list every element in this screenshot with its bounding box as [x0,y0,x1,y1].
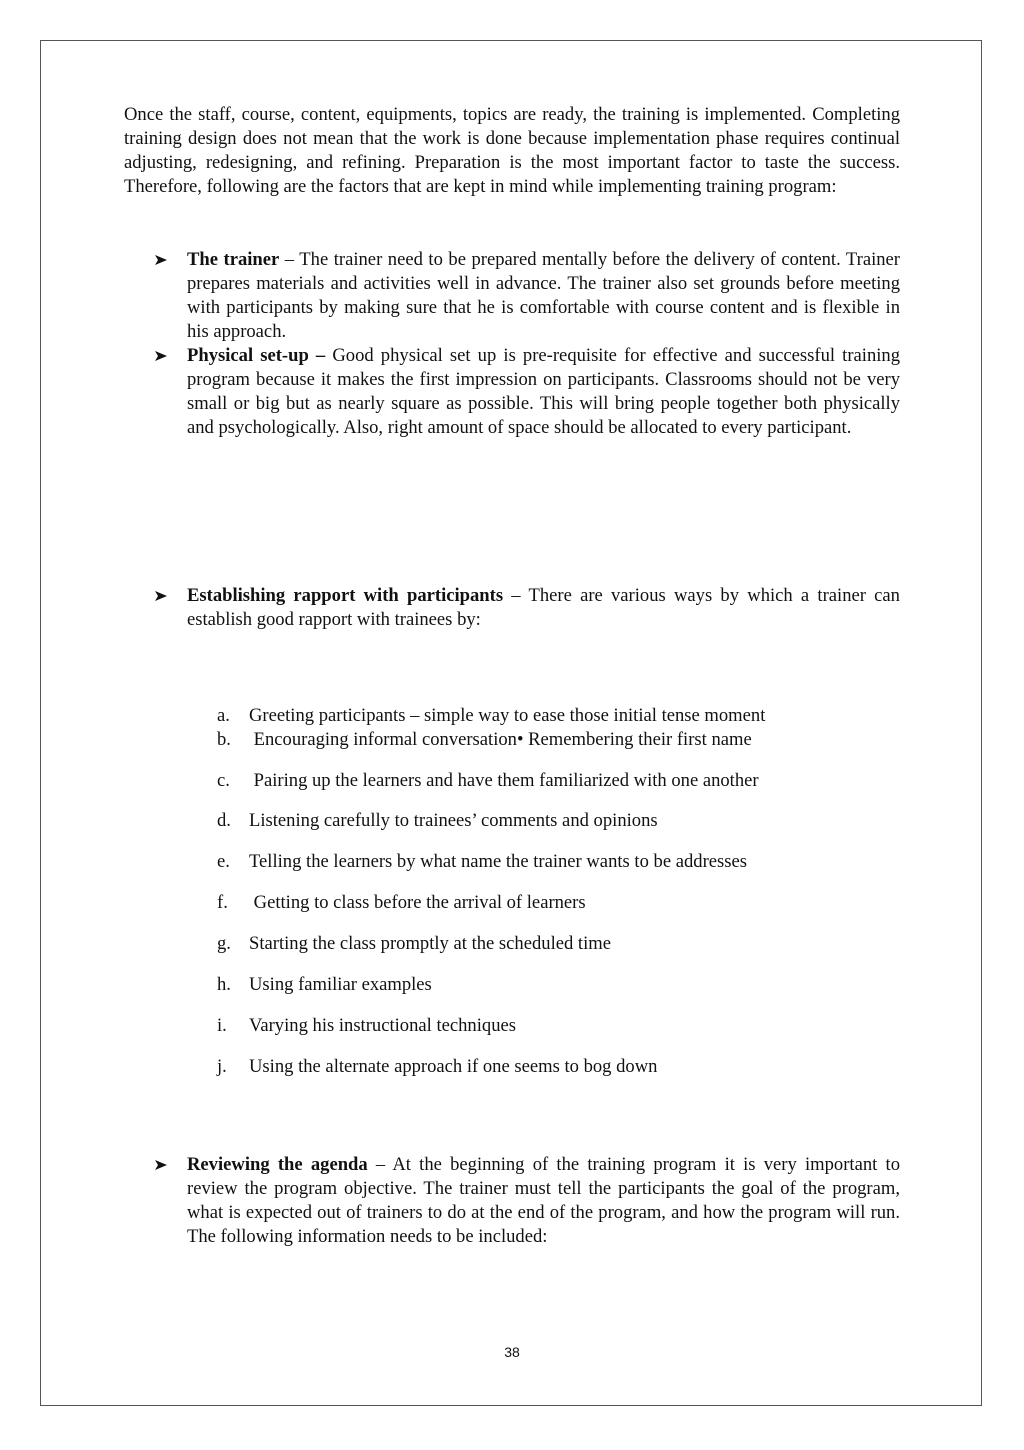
list-item [217,891,917,915]
list-text: Telling the learners by what name the trainer wants to be addresses [249,851,747,872]
list-item [217,728,917,752]
arrow-bullet-icon [154,248,174,266]
list-text: Using the alternate approach if one seems to bog down [249,1056,658,1077]
list-letter: a. [217,705,230,726]
list-text: Greeting participants – simple way to ease those initial tense moment [249,705,766,726]
bullet-title: Establishing rapport with participants [187,585,504,606]
bullet-trainer [154,248,900,344]
arrow-bullet-icon [154,1153,174,1171]
list-item [217,1055,917,1079]
list-text: Using familiar examples [249,974,432,995]
list-item [217,973,917,997]
bullet-title: Reviewing the agenda [187,1154,368,1175]
bullet-text: – There are various ways by which a trainer can establish good rapport with trainees by: [187,585,900,630]
list-letter: d. [217,810,231,831]
list-text: Getting to class before the arrival of learners [249,892,586,913]
list-item [217,704,917,728]
list-text: Encouraging informal conversation• Remembering their first name [249,729,752,750]
list-letter: f. [217,892,228,913]
list-item [217,809,917,833]
list-letter: c. [217,770,230,791]
bullet-text: – The trainer need to be prepared mentally before the delivery of content. Trainer prepares materials and activities well in advance. The trainer also set grounds before meeting with participants by making sure that he is comfortable with course content and is flexible in his approach. [187,249,900,342]
list-letter: e. [217,851,230,872]
bullet-title: Physical set-up – [187,345,326,366]
list-text: Pairing up the learners and have them familiarized with one another [249,770,759,791]
list-item [217,932,917,956]
list-item [217,850,917,874]
intro-paragraph: Once the staff, course, content, equipments, topics are ready, the training is implemented. Completing training design does not mean that the work is done because implementation phase requires continual adjusting, redesigning, and refining. Preparation is the most important factor to taste the success. Therefore, following are the factors that are kept in mind while implementing training program: [124,104,900,197]
list-text: Listening carefully to trainees’ comments and opinions [249,810,658,831]
list-letter: g. [217,933,231,954]
bullet-title: The trainer [187,249,280,270]
list-letter: h. [217,974,231,995]
list-text: Starting the class promptly at the scheduled time [249,933,611,954]
arrow-bullet-icon [154,344,174,362]
bullet-physical-setup [154,344,900,440]
bullet-reviewing-agenda [154,1153,900,1249]
document-page [40,40,982,1406]
list-letter: i. [217,1015,227,1036]
arrow-bullet-icon [154,584,174,602]
list-item [217,1014,917,1038]
page-number: 38 [504,1344,520,1360]
list-letter: b. [217,729,231,750]
list-text: Varying his instructional techniques [249,1015,516,1036]
list-letter: j. [217,1056,227,1077]
bullet-text: Good physical set up is pre-requisite for effective and successful training program because it makes the first impression on participants. Classrooms should not be very small or big but as nearly square as possible. This will bring people together both physically and psychologically. Also, right amount of space should be allocated to every participant. [187,345,900,438]
bullet-establishing-rapport [154,584,900,632]
bullet-text: – At the beginning of the training program it is very important to review the program objective. The trainer must tell the participants the goal of the program, what is expected out of trainers to do at the end of the program, and how the program will run. The following information needs to be included: [187,1154,900,1247]
list-item [217,769,917,793]
